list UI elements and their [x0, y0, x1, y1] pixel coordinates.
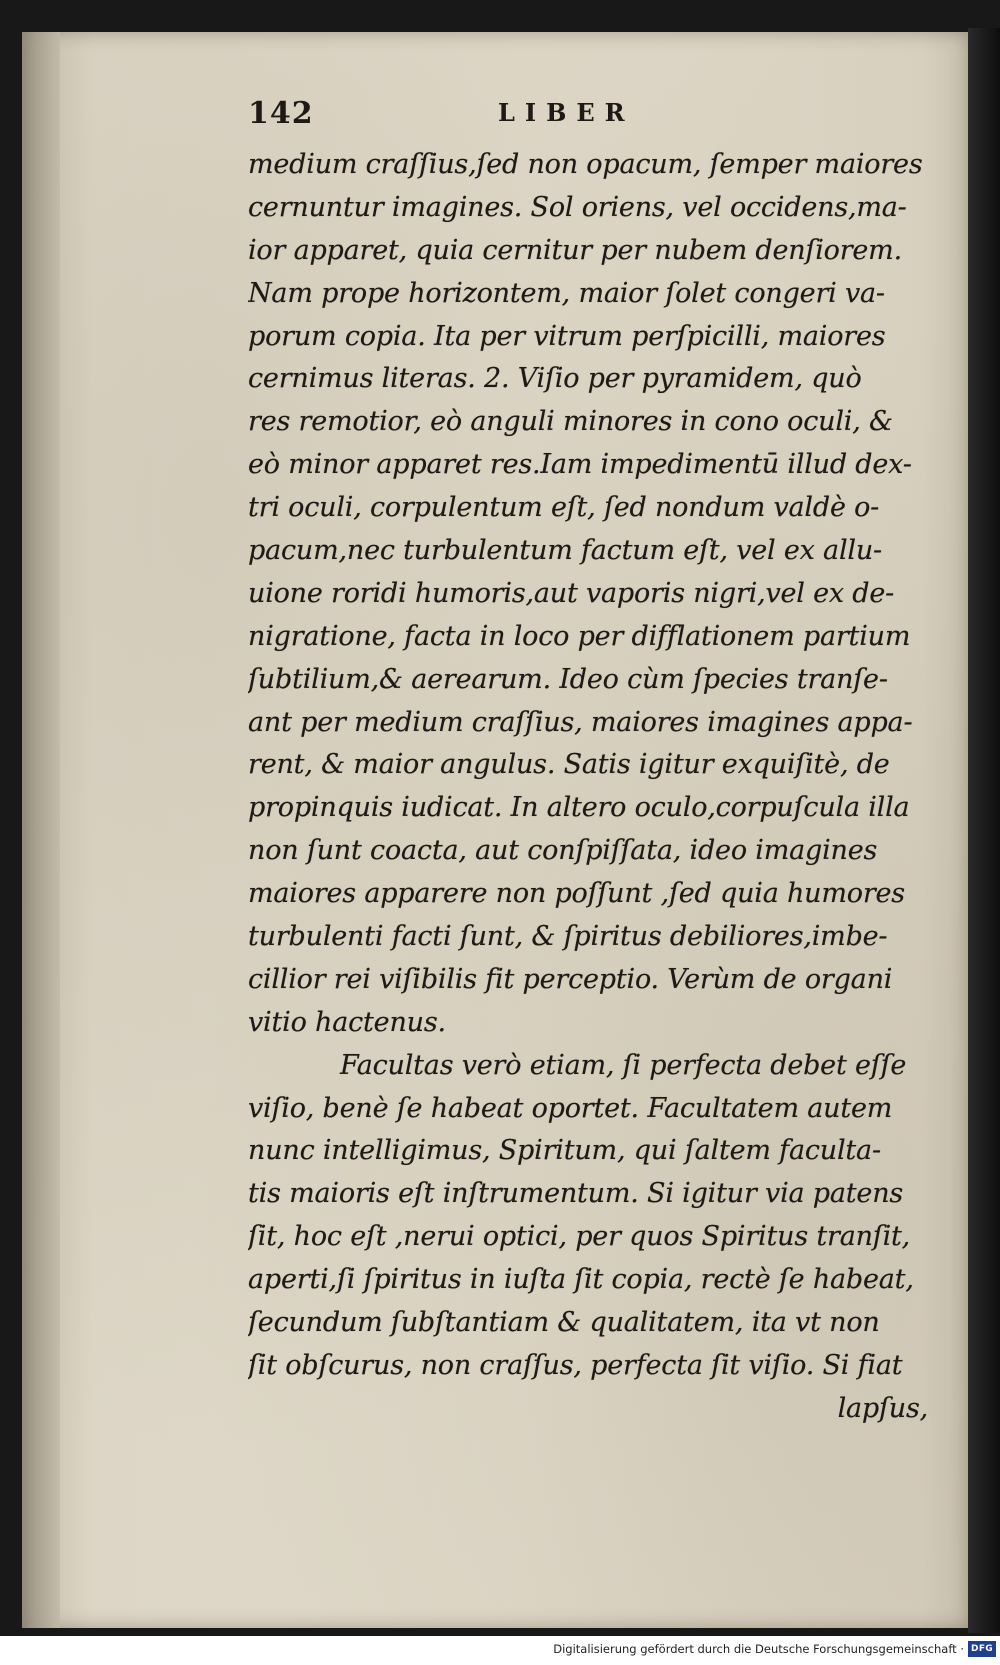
- text-line: viſio, benè ſe habeat oportet. Facultatem autem: [248, 1092, 893, 1124]
- text-line: medium craſſius,ſed non opacum, ſemper maiores: [248, 149, 923, 180]
- page-edge: [968, 28, 1000, 1633]
- page-number: 142: [248, 96, 314, 131]
- text-line: eò minor apparet res.Iam impedimentū illud dex-: [248, 449, 912, 481]
- text-line: ſit, hoc eſt ,nerui optici, per quos Spiritus tranſit,: [248, 1221, 911, 1253]
- text-line: ſubtilium,& aerearum. Ideo cùm ſpecies tranſe-: [248, 663, 888, 695]
- text-line: cernimus literas. 2. Viſio per pyramidem, quò: [248, 363, 862, 395]
- paragraph-start-line: Facultas verò etiam, ſi perfecta debet eſſe: [340, 1049, 907, 1081]
- text-line: uione roridi humoris,aut vaporis nigri,vel ex de-: [248, 577, 895, 609]
- text-line: ant per medium craſſius, maiores imagines appa-: [248, 706, 913, 738]
- text-line: vitio hactenus.: [248, 1006, 446, 1038]
- text-line: tis maioris eſt inſtrumentum. Si igitur via patens: [248, 1178, 904, 1210]
- text-line: ſecundum ſubſtantiam & qualitatem, ita vt non: [248, 1307, 880, 1339]
- running-head: LIBER: [498, 98, 635, 127]
- text-line: nigratione, facta in loco per difflationem partium: [248, 620, 911, 652]
- dfg-logo: DFG: [968, 1641, 996, 1657]
- text-line: turbulenti facti ſunt, & ſpiritus debiliores,imbe-: [248, 921, 888, 953]
- text-line: res remotior, eò anguli minores in cono oculi, &: [248, 406, 893, 438]
- text-line: pacum,nec turbulentum factum eſt, vel ex allu-: [248, 535, 882, 567]
- catchword: lapſus,: [837, 1392, 928, 1424]
- text-block: [248, 92, 968, 1431]
- text-line: rent, & maior angulus. Satis igitur exquiſitè, de: [248, 749, 890, 781]
- text-line: ior apparet, quia cernitur per nubem denſiorem.: [248, 234, 902, 266]
- text-line: ſit obſcurus, non craſſus, perfecta ſit viſio. Si fiat: [248, 1349, 903, 1381]
- page-header: [248, 92, 968, 144]
- text-line: maiores apparere non poſſunt ,ſed quia humores: [248, 878, 905, 910]
- text-line: Nam prope horizontem, maior ſolet congeri va-: [248, 277, 885, 309]
- funding-credit: Digitalisierung gefördert durch die Deutsche Forschungsgemeinschaft ·: [553, 1642, 964, 1656]
- text-line: cernuntur imagines. Sol oriens, vel occidens,ma-: [248, 191, 907, 223]
- text-line: cillior rei viſibilis fit perceptio. Verùm de organi: [248, 963, 893, 995]
- text-line: tri oculi, corpulentum eſt, ſed nondum valdè o-: [248, 492, 880, 524]
- text-line: non ſunt coacta, aut conſpiſſata, ideo imagines: [248, 835, 878, 867]
- page-gutter: [22, 32, 60, 1628]
- text-line: aperti,ſi ſpiritus in iuſta ſit copia, rectè ſe habeat,: [248, 1264, 914, 1296]
- digitization-footer: [0, 1636, 1000, 1665]
- text-line: propinquis iudicat. In altero oculo,corpuſcula illa: [248, 792, 910, 824]
- text-line: porum copia. Ita per vitrum perſpicilli, maiores: [248, 320, 886, 352]
- text-line: nunc intelligimus, Spiritum, qui ſaltem faculta-: [248, 1135, 881, 1167]
